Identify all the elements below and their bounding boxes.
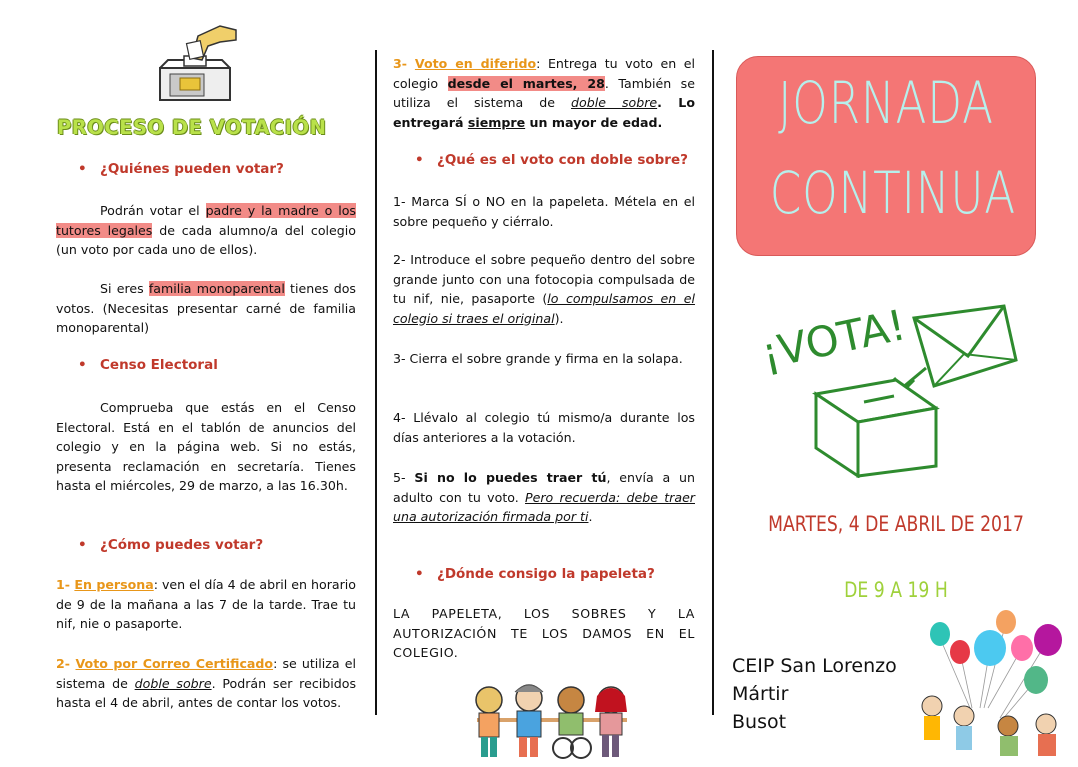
event-hours: DE 9 A 19 H	[844, 578, 948, 602]
paragraph-by-mail: 2- Voto por Correo Certificado: se utiliza el sistema de doble sobre. Podrán ser recibidos hasta el 4 de abril, antes de contar los votos.	[56, 656, 357, 710]
panel-right	[714, 0, 1078, 767]
panel-left	[0, 0, 375, 767]
banner-line-1: JORNADA	[778, 69, 994, 137]
page-title: PROCESO DE VOTACIÓN	[57, 116, 327, 139]
section-heading-double-envelope: • ¿Qué es el voto con doble sobre?	[415, 152, 688, 168]
school-name: CEIP San Lorenzo Mártir Busot	[732, 655, 897, 733]
paragraph-in-person: 1- En persona: ven el día 4 de abril en horario de 9 de la mañana a las 7 de la tarde. Trae tu nif, nie o pasaporte.	[56, 577, 357, 631]
section-heading-where: • ¿Dónde consigo la papeleta?	[415, 566, 655, 582]
vota-label: ¡VOTA!	[757, 300, 910, 379]
step-1: 1- Marca SÍ o NO en la papeleta. Métela en el sobre pequeño y ciérralo.	[393, 194, 695, 229]
step-5: 5- Si no lo puedes traer tú, envía a un adulto con tu voto. Pero recuerda: debe traer una autorización firmada por ti.	[393, 470, 696, 524]
paragraph-census: Comprueba que estás en el Censo Electoral. Está en el tablón de anuncios del colegio y en la página web. Si no estás, presenta reclamación en secretaría. Tienes hasta el miércoles, 29 de marzo, a las 16.30h.	[56, 400, 356, 493]
step-2: 2- Introduce el sobre pequeño dentro del sobre grande junto con una fotocopia compulsada de tu nif, nie, pasaporte (lo compulsamos en el colegio si traes el original).	[393, 252, 695, 326]
balloons-kids-icon	[910, 608, 1070, 758]
banner-line-2: CONTINUA	[769, 159, 1016, 227]
title-banner	[736, 56, 1036, 256]
paragraph-where: LA PAPELETA, LOS SOBRES Y LA AUTORIZACIÓN TE LOS DAMOS EN EL COLEGIO.	[393, 606, 695, 660]
paragraph-deferred-vote: 3- Voto en diferido: Entrega tu voto en el colegio desde el martes, 28. También se utiliza el sistema de doble sobre. Lo entregará siempre un mayor de edad.	[393, 56, 695, 130]
paragraph-single-parent: Si eres familia monoparental tienes dos votos. (Necesitas presentar carné de familia monoparental)	[56, 281, 356, 335]
ballot-box-hand-icon	[150, 16, 240, 106]
section-heading-how: • ¿Cómo puedes votar?	[78, 537, 264, 553]
paragraph-who-votes: Podrán votar el padre y la madre o los tutores legales de cada alumno/a del colegio (un voto por cada uno de ellos).	[56, 203, 357, 257]
vote-box-envelope-icon	[754, 298, 1024, 478]
section-heading-census: • Censo Electoral	[78, 357, 218, 373]
section-heading-who: • ¿Quiénes pueden votar?	[78, 161, 284, 177]
step-3: 3- Cierra el sobre grande y firma en la solapa.	[393, 351, 683, 366]
kids-holding-hands-icon	[467, 682, 637, 762]
panel-middle	[377, 0, 712, 767]
step-4: 4- Llévalo al colegio tú mismo/a durante los días anteriores a la votación.	[393, 410, 695, 445]
event-date: MARTES, 4 DE ABRIL DE 2017	[768, 512, 1024, 536]
